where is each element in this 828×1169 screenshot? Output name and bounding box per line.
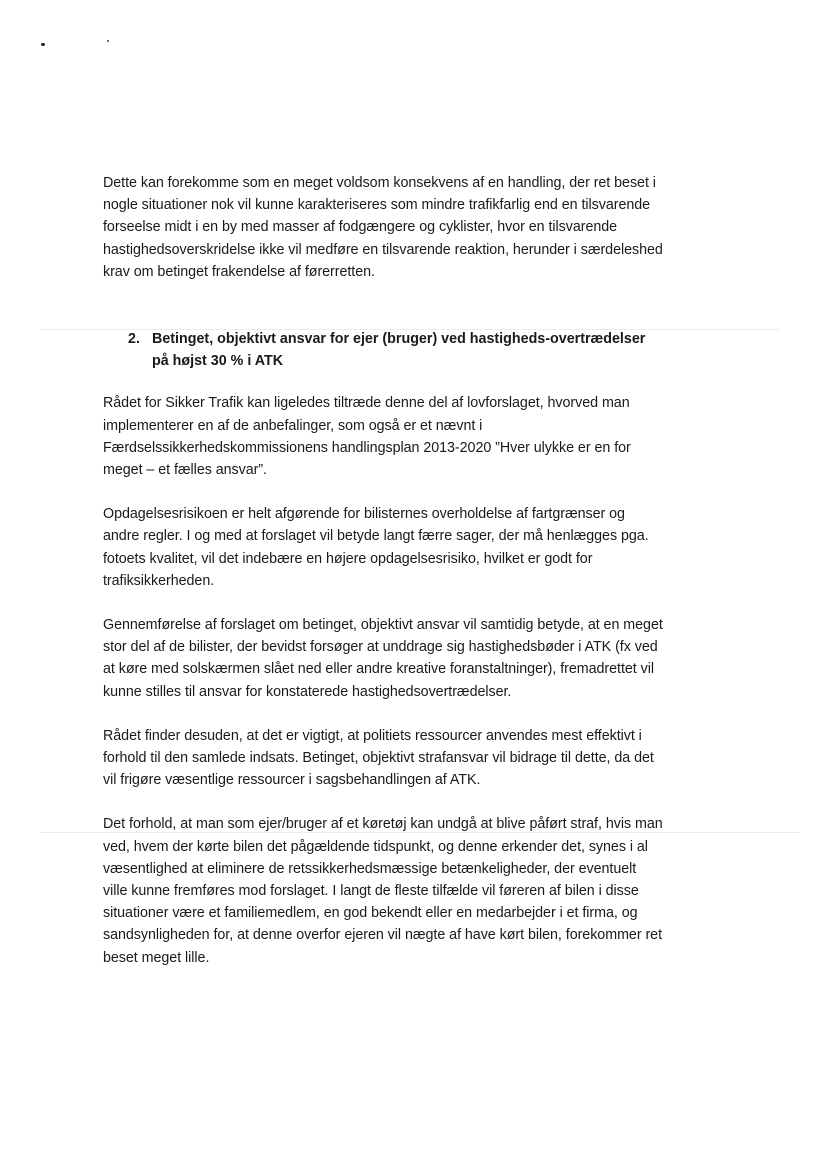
- paragraph: Dette kan forekomme som en meget voldsom konsekvens af en handling, der ret beset i nogle situationer nok vil kunne karakteriseres som mindre trafikfarlig end en tilsvarende forseelse midt i en by med masser af fodgængere og cyklister, hvor en tilsvarende hastighedsoverskridelse ikke vil medføre en tilsvarende reaktion, herunder i særdeleshed krav om betinget frakendelse af førerretten.: [103, 175, 663, 280]
- section-heading: [128, 328, 663, 372]
- section-title: Betinget, objektivt ansvar for ejer (bruger) ved hastigheds-overtrædelser på højst 30 % i ATK: [152, 331, 646, 370]
- paragraph: Gennemførelse af forslaget om betinget, objektivt ansvar vil samtidig betyde, at en meget stor del af de bilister, der bevidst forsøger at unddrage sig hastighedsbøder i ATK (fx ved at køre med solskærmen slået ned eller andre kreative foranstaltninger), fremadrettet vil kunne stilles til ansvar for konstaterede hastighedsovertrædelser.: [103, 617, 663, 700]
- paragraph: Rådet finder desuden, at det er vigtigt, at politiets ressourcer anvendes mest effektivt i forhold til den samlede indsats. Betinget, objektivt strafansvar vil bidrage til dette, da det vil frigøre væsentlige ressourcer i sagsbehandlingen af ATK.: [103, 727, 654, 789]
- paragraph: Rådet for Sikker Trafik kan ligeledes tiltræde denne del af lovforslaget, hvorved man implementerer en af de anbefalinger, som også er et nævnt i Færdselssikkerhedskommissionens handlingsplan 2013-2020 ”Hver ulykke er en for meget – et fælles ansvar”.: [103, 395, 631, 479]
- paragraph: Opdagelsesrisikoen er helt afgørende for bilisternes overholdelse af fartgrænser og andre regler. I og med at forslaget vil betyde langt færre sager, der må henlægges pga. fotoets kvalitet, vil det indebære en højere opdagelsesrisiko, hvilket er godt for trafiksikkerheden.: [103, 506, 649, 589]
- scan-speck: [107, 40, 109, 42]
- scan-speck: [41, 43, 45, 46]
- section-number: 2.: [128, 331, 140, 348]
- paragraph: Det forhold, at man som ejer/bruger af et køretøj kan undgå at blive påført straf, hvis man ved, hvem der kørte bilen det pågældende tidspunkt, og denne erkender det, synes i al væsentlighed at eliminere de retssikkerhedsmæssige betænkeligheder, der eventuelt ville kunne fremføres mod forslaget. I langt de fleste tilfælde vil føreren af bilen i disse situationer være et familiemedlem, en god bekendt eller en medarbejder i et firma, og sandsynligheden for, at denne overfor ejeren vil nægte af have kørt bilen, forekommer ret beset meget lille.: [103, 816, 663, 966]
- document-body: [103, 172, 663, 969]
